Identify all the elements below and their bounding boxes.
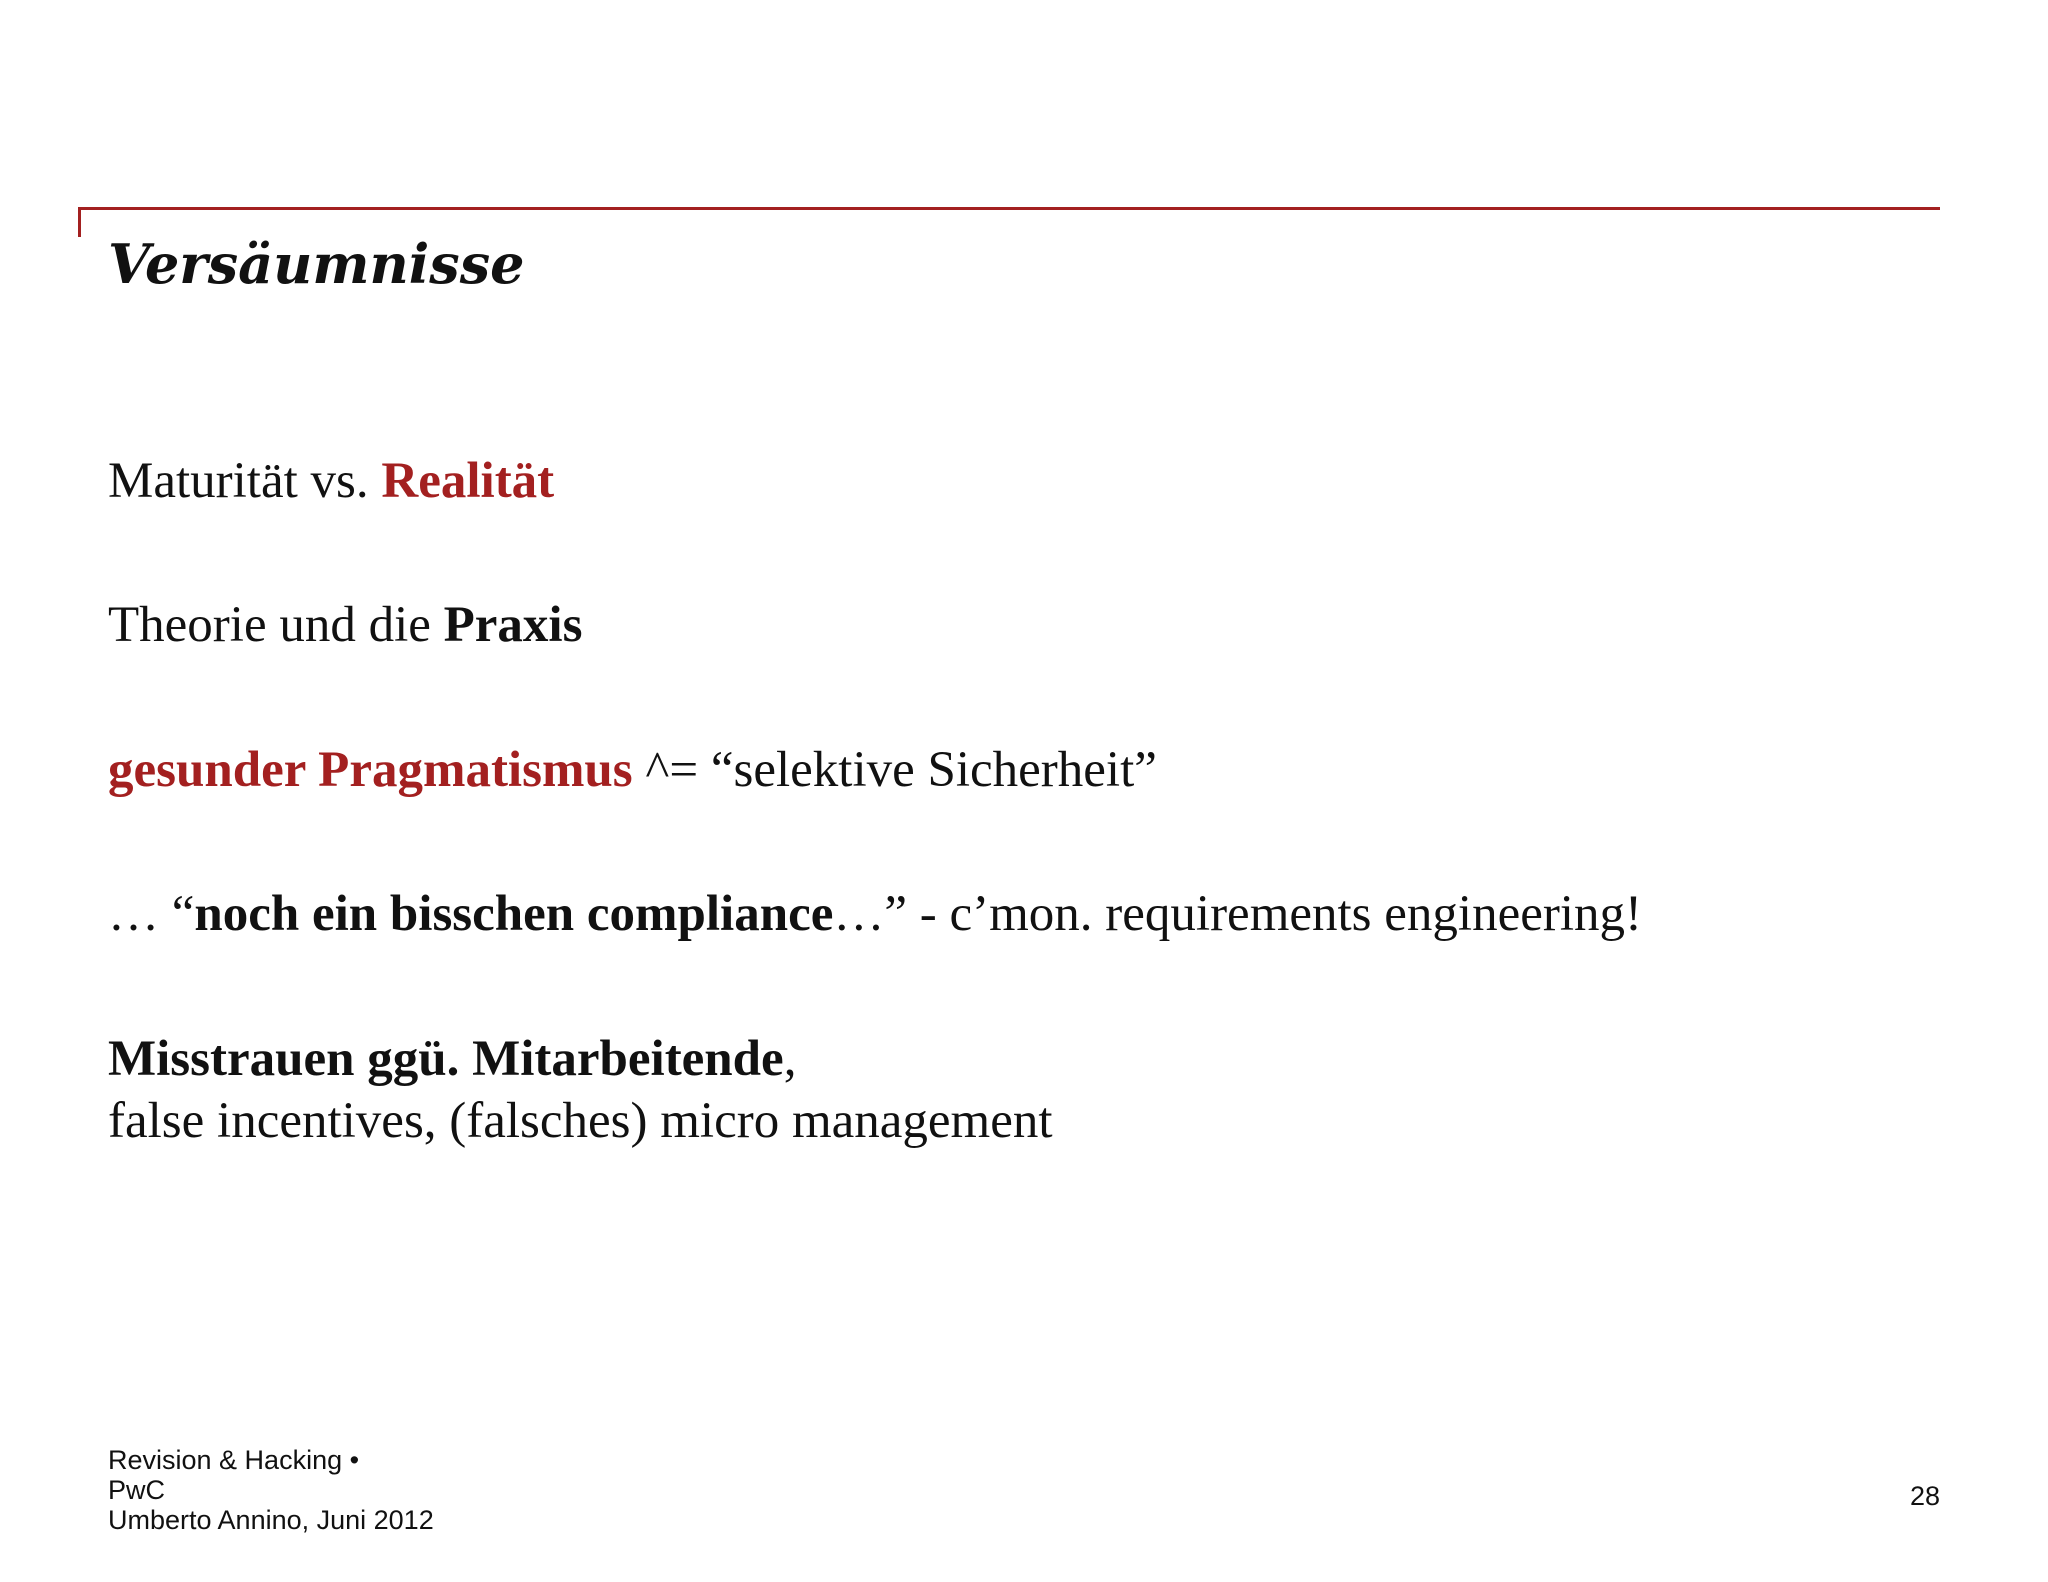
bullet-maturity-text: Maturität vs. [108, 453, 382, 509]
bullet-compliance-prefix: … “ [108, 886, 195, 942]
footer-line-presentation: Revision & Hacking • [108, 1445, 360, 1475]
bullet-distrust-emphasis: Misstrauen ggü. Mitarbeitende [108, 1031, 784, 1087]
bullet-compliance-emphasis: noch ein bisschen compliance [194, 886, 834, 942]
bullet-pragmatism-emphasis: gesunder Pragmatismus [108, 742, 633, 798]
bullet-distrust-continuation [108, 1092, 1053, 1150]
bullet-distrust [108, 1030, 796, 1088]
bullet-theory-emphasis: Praxis [443, 597, 583, 653]
slide-footer [108, 1445, 434, 1535]
bullet-distrust-continuation-text: false incentives, (falsches) micro management [108, 1093, 1053, 1149]
title-divider-tick [78, 207, 81, 237]
page-number: 28 [1909, 1481, 1940, 1511]
footer-line-author-date: Umberto Annino, Juni 2012 [108, 1505, 434, 1535]
bullet-compliance-text: …” - c’mon. requirements engineering! [833, 886, 1642, 942]
bullet-distrust-text: , [783, 1031, 797, 1087]
footer-line-company: PwC [108, 1475, 166, 1505]
bullet-maturity-emphasis: Realität [381, 453, 555, 509]
bullet-pragmatism [108, 741, 1157, 799]
bullet-maturity [108, 452, 554, 510]
slide-title: Versäumnisse [108, 232, 525, 296]
bullet-theory [108, 596, 582, 654]
bullet-compliance [108, 885, 1642, 943]
title-divider-line [78, 207, 1940, 210]
bullet-theory-text: Theorie und die [108, 597, 444, 653]
bullet-pragmatism-text: ^= “selektive Sicherheit” [632, 742, 1157, 798]
